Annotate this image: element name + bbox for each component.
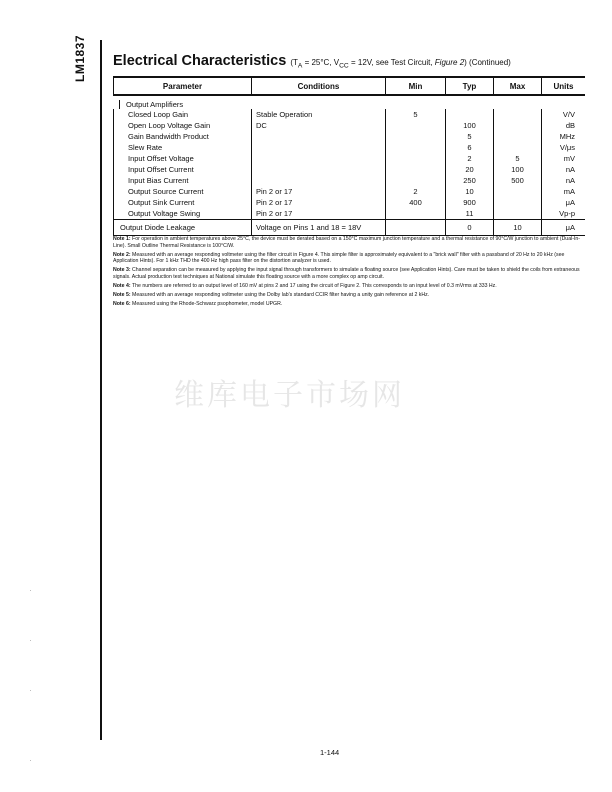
typ-cell: 10 (445, 186, 493, 197)
table-row (113, 153, 585, 164)
units-cell: Vp-p (541, 208, 585, 219)
scan-speck (30, 690, 31, 691)
cond-cell: DC (251, 120, 385, 131)
cond-cell (251, 131, 385, 142)
cond-cell: Voltage on Pins 1 and 18 = 18V (251, 220, 385, 235)
units-cell: μA (541, 197, 585, 208)
header-max: Max (493, 78, 541, 94)
note-4: Note 4: The numbers are referred to an output level of 160 mV at pins 2 and 17 using the circuit of Figure 2. This corresponds to an input level of 0.3 mVrms at 333 Hz. (113, 283, 497, 290)
min-cell (385, 153, 445, 164)
cond-cell: Pin 2 or 17 (251, 197, 385, 208)
cond-cell (251, 153, 385, 164)
table-row (113, 197, 585, 208)
param-cell: Input Offset Voltage (113, 153, 251, 164)
cond-cell (251, 175, 385, 186)
max-cell: 100 (493, 164, 541, 175)
units-cell: V/μs (541, 142, 585, 153)
note-6: Note 6: Measured using the Rhode-Schwarz psophometer, model UPGR. (113, 301, 283, 308)
note-3: Note 3: Channel separation can be measured by applying the input signal through transformers to simulate a floating source (see Application Hints). Care must be taken to shield the coils from extraneous signals. Actual production test techniques at National simulate this floating source with a more complex op amp circuit. (113, 267, 580, 280)
typ-cell: 20 (445, 164, 493, 175)
param-cell: Input Bias Current (113, 175, 251, 186)
table-header-row (113, 76, 585, 96)
min-cell (385, 220, 445, 235)
cond-cell: Pin 2 or 17 (251, 186, 385, 197)
page-number: 1-144 (320, 748, 340, 757)
table-row (113, 186, 585, 197)
min-cell (385, 208, 445, 219)
scan-speck (30, 640, 31, 641)
table-group-row (113, 96, 585, 109)
part-number-label: LM1837 (73, 34, 87, 82)
min-cell (385, 175, 445, 186)
cond-cell (251, 142, 385, 153)
max-cell: 5 (493, 153, 541, 164)
left-margin-rule (100, 40, 102, 740)
table-row (113, 120, 585, 131)
min-cell (385, 164, 445, 175)
max-cell (493, 109, 541, 120)
title-conditions: ($T_A = 25^\circ C$, $V_{CC} = 12V$, see Test Circuit, Figure 2) (Continued) (290, 58, 511, 70)
units-cell: MHz (541, 131, 585, 142)
typ-cell: 2 (445, 153, 493, 164)
min-cell: 400 (385, 197, 445, 208)
units-cell: V/V (541, 109, 585, 120)
min-cell (385, 120, 445, 131)
min-cell: 5 (385, 109, 445, 120)
param-cell: Slew Rate (113, 142, 251, 153)
param-cell: Output Source Current (113, 186, 251, 197)
cond-cell: Pin 2 or 17 (251, 208, 385, 219)
scan-speck (30, 760, 31, 761)
notes-section (113, 236, 585, 310)
cond-cell: Stable Operation (251, 109, 385, 120)
param-cell: Output Voltage Swing (113, 208, 251, 219)
typ-cell: 5 (445, 131, 493, 142)
header-min: Min (385, 78, 445, 94)
header-parameter: Parameter (113, 78, 251, 94)
max-cell: 500 (493, 175, 541, 186)
page-title (113, 53, 511, 70)
units-cell: nA (541, 164, 585, 175)
note-5: Note 5: Measured with an average responding voltmeter using the Dolby lab's standard CCIR filter having a unity gain reference at 2 kHz. (113, 292, 430, 299)
units-cell: mV (541, 153, 585, 164)
note-1: Note 1: For operation in ambient temperatures above 25°C, the device must be derated based on a 150°C maximum junction temperature and a thermal resistance of 90°C/W junction to ambient (Dual-In-Line). Small Outline Thermal Resistance is 100°C/W. (113, 236, 581, 249)
param-cell: Closed Loop Gain (113, 109, 251, 120)
watermark: 维库电子市场网 (174, 378, 405, 413)
title-main: Electrical Characteristics (113, 53, 287, 69)
header-conditions: Conditions (251, 78, 385, 94)
typ-cell: 11 (445, 208, 493, 219)
param-cell: Gain Bandwidth Product (113, 131, 251, 142)
max-cell (493, 208, 541, 219)
electrical-characteristics-table (113, 76, 585, 236)
typ-cell: 100 (445, 120, 493, 131)
scan-speck (30, 590, 31, 591)
param-cell: Open Loop Voltage Gain (113, 120, 251, 131)
table-row (113, 109, 585, 120)
max-cell (493, 120, 541, 131)
param-cell: Output Diode Leakage (113, 220, 251, 235)
typ-cell (445, 109, 493, 120)
max-cell (493, 186, 541, 197)
table-row (113, 220, 585, 236)
min-cell (385, 142, 445, 153)
param-cell: Input Offset Current (113, 164, 251, 175)
min-cell: 2 (385, 186, 445, 197)
max-cell (493, 197, 541, 208)
units-cell: mA (541, 186, 585, 197)
table-row (113, 164, 585, 175)
max-cell (493, 142, 541, 153)
units-cell: dB (541, 120, 585, 131)
max-cell (493, 131, 541, 142)
table-row (113, 131, 585, 142)
table-row (113, 175, 585, 186)
typ-cell: 900 (445, 197, 493, 208)
table-row (113, 208, 585, 220)
header-typ: Typ (445, 78, 493, 94)
group-label: Output Amplifiers (119, 100, 255, 109)
min-cell (385, 131, 445, 142)
cond-cell (251, 164, 385, 175)
max-cell: 10 (493, 220, 541, 235)
units-cell: nA (541, 175, 585, 186)
param-cell: Output Sink Current (113, 197, 251, 208)
typ-cell: 6 (445, 142, 493, 153)
typ-cell: 0 (445, 220, 493, 235)
units-cell: μA (541, 220, 585, 235)
note-2: Note 2: Measured with an average responding voltmeter using the filter circuit in Figure 4. This simple filter is approximately equivalent to a "brick wall" filter with a passband of 20 Hz to 20 kHz (see Application Hints). For 1 kHz THD the 400 Hz high pass filter on the distortion analyzer is used. (113, 251, 565, 265)
header-units: Units (541, 78, 585, 94)
table-row (113, 142, 585, 153)
typ-cell: 250 (445, 175, 493, 186)
